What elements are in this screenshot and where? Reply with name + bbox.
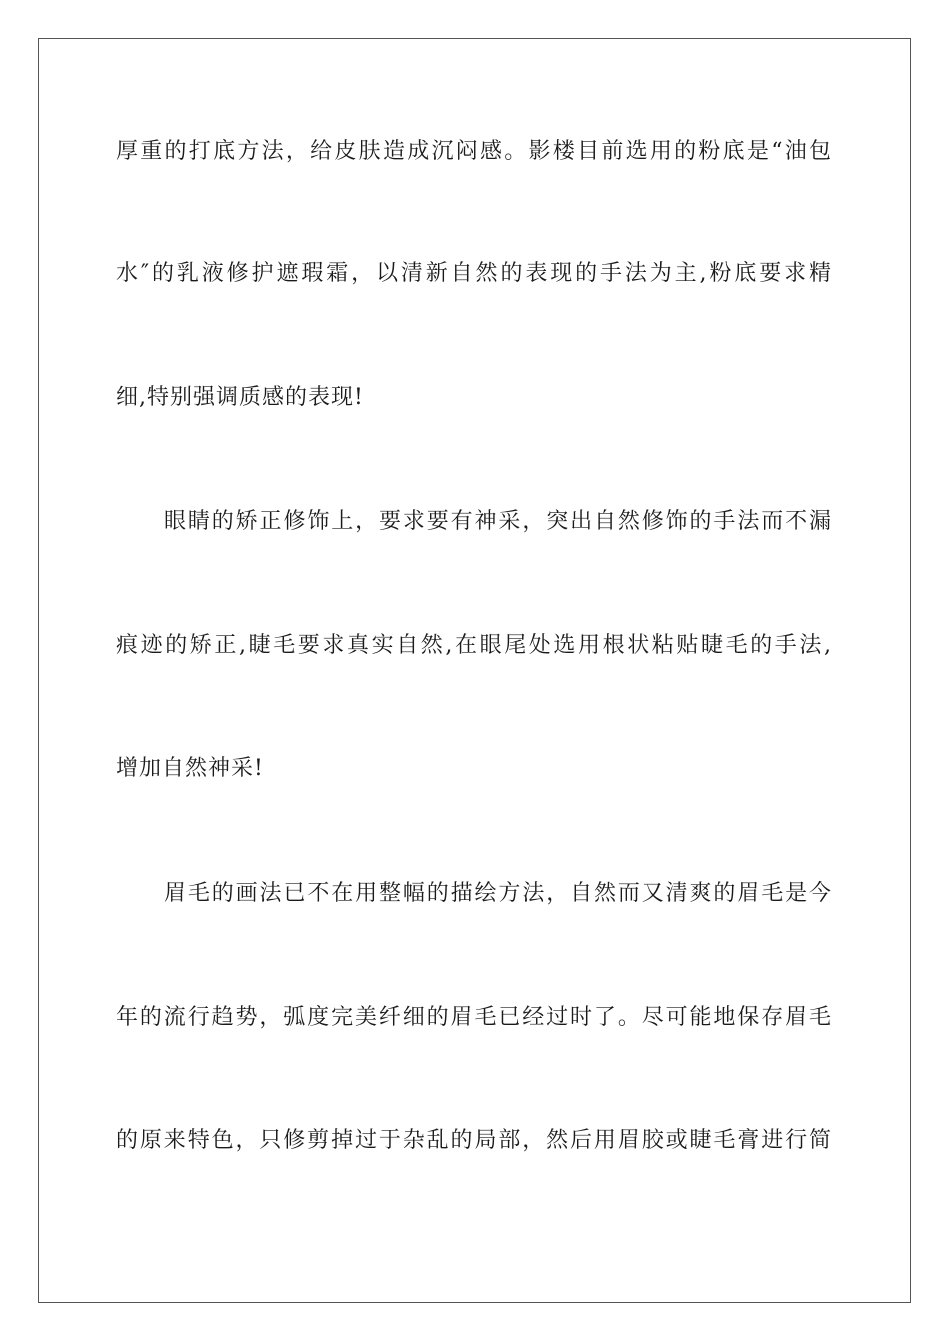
- page-border: [38, 38, 911, 1303]
- paragraph-3-line-3: 的原来特色，只修剪掉过于杂乱的局部，然后用眉胶或睫毛膏进行简: [116, 1128, 832, 1153]
- paragraph-1-line-1: 厚重的打底方法，给皮肤造成沉闷感。影楼目前选用的粉底是“油包: [116, 139, 832, 164]
- paragraph-3-line-1: 眉毛的画法已不在用整幅的描绘方法，自然而又清爽的眉毛是今: [164, 881, 832, 906]
- paragraph-1-line-3: 细,特别强调质感的表现!: [116, 385, 364, 410]
- paragraph-1-line-2: 水″的乳液修护遮瑕霜，以清新自然的表现的手法为主,粉底要求精: [116, 261, 832, 286]
- paragraph-2-line-2: 痕迹的矫正,睫毛要求真实自然,在眼尾处选用根状粘贴睫毛的手法,: [116, 633, 832, 658]
- paragraph-2-line-1: 眼睛的矫正修饰上，要求要有神采，突出自然修饰的手法而不漏: [164, 509, 832, 534]
- paragraph-2-line-3: 增加自然神采!: [116, 756, 264, 781]
- paragraph-3-line-2: 年的流行趋势，弧度完美纤细的眉毛已经过时了。尽可能地保存眉毛: [116, 1005, 832, 1030]
